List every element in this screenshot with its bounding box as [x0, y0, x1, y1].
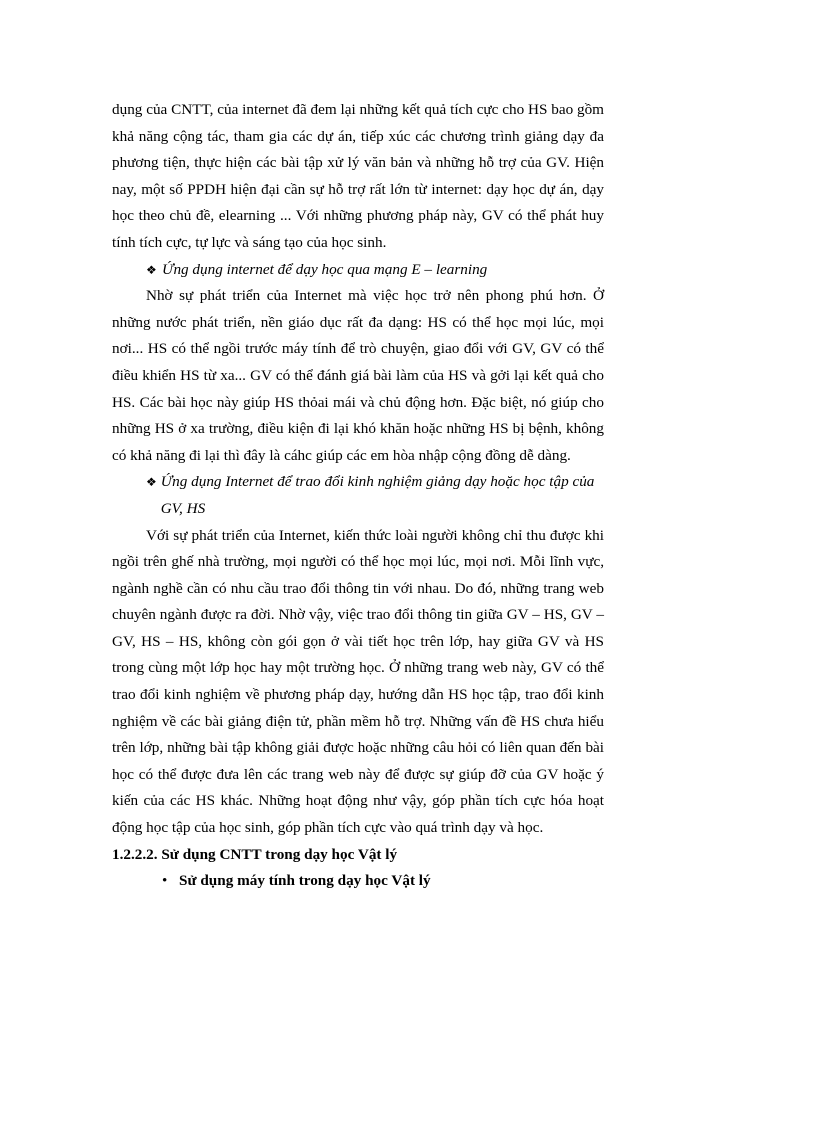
bullet-item-text: Sử dụng máy tính trong dạy học Vật lý — [179, 872, 431, 890]
document-page — [112, 97, 604, 895]
bullet-dot-icon: • — [162, 872, 168, 890]
exchange-paragraph: Với sự phát triển của Internet, kiến thức loài người không chỉ thu được khi ngồi trên ghế nhà trường, mọi người có thể học mọi lúc, mọi nơi. Mỗi lĩnh vực, ngành nghề cần có nhu cầu trao đổi thông tin với nhau. Do đó, những trang web chuyên ngành được ra đời. Nhờ vậy, việc trao đổi thông tin giữa GV – HS, GV – GV, HS – HS, không còn gói gọn ở vài tiết học trên lớp, hay giữa GV và HS trong cùng một lớp học hay một trường học. Ở những trang web này, GV có thể trao đổi kinh nghiệm về phương pháp dạy, hướng dẫn HS học tập, trao đổi kinh nghiệm về các bài giảng điện tử, phần mềm hỗ trợ. Những vấn đề HS chưa hiểu trên lớp, những bài tập không giải được hoặc những câu hỏi có liên quan đến bài học có thể được đưa lên các trang web này để được sự giúp đỡ của GV hoặc ý kiến của các HS khác. Những hoạt động như vậy, góp phần tích cực hóa hoạt động học tập của học sinh, góp phần tích cực vào quá trình dạy và học. — [112, 526, 604, 837]
heading-elearning — [146, 257, 604, 284]
heading-elearning-text: Ứng dụng internet để dạy học qua mạng E – learning — [162, 260, 488, 278]
section-title: 1.2.2.2. Sử dụng CNTT trong dạy học Vật lý — [112, 845, 398, 863]
heading-exchange — [146, 469, 604, 522]
diamond-bullet-icon: ❖ — [146, 475, 157, 490]
intro-paragraph: dụng của CNTT, của internet đã đem lại những kết quả tích cực cho HS bao gồm khả năng cộng tác, tham gia các dự án, tiếp xúc các chương trình giảng dạy đa phương tiện, thực hiện các bài tập xử lý văn bản và những hỗ trợ của GV. Hiện nay, một số PPDH hiện đại cần sự hỗ trợ rất lớn từ internet: dạy học dự án, dạy học theo chủ đề, elearning ... Với những phương pháp này, GV có thể phát huy tính tích cực, tự lực và sáng tạo của học sinh. — [112, 101, 604, 251]
bullet-item — [162, 868, 604, 895]
elearning-paragraph: Nhờ sự phát triển của Internet mà việc học trở nên phong phú hơn. Ở những nước phát triển, nền giáo dục rất đa dạng: HS có thể học mọi lúc, mọi nơi... HS có thể ngồi trước máy tính để trò chuyện, giao đổi với GV, GV có thể điều khiển HS từ xa... GV có thể đánh giá bài làm của HS và gởi lại kết quả cho HS. Các bài học này giúp HS thỏai mái và chủ động hơn. Đặc biệt, nó giúp cho những HS ở xa trường, điều kiện đi lại khó khăn hoặc những HS bị bệnh, không có khả năng đi lại thì đây là cáhc giúp các em hòa nhập cộng đồng dễ dàng. — [112, 287, 604, 464]
heading-exchange-text: Ứng dụng Internet để trao đổi kinh nghiệm giảng dạy hoặc học tập của GV, HS — [160, 473, 595, 517]
diamond-bullet-icon: ❖ — [146, 262, 157, 277]
